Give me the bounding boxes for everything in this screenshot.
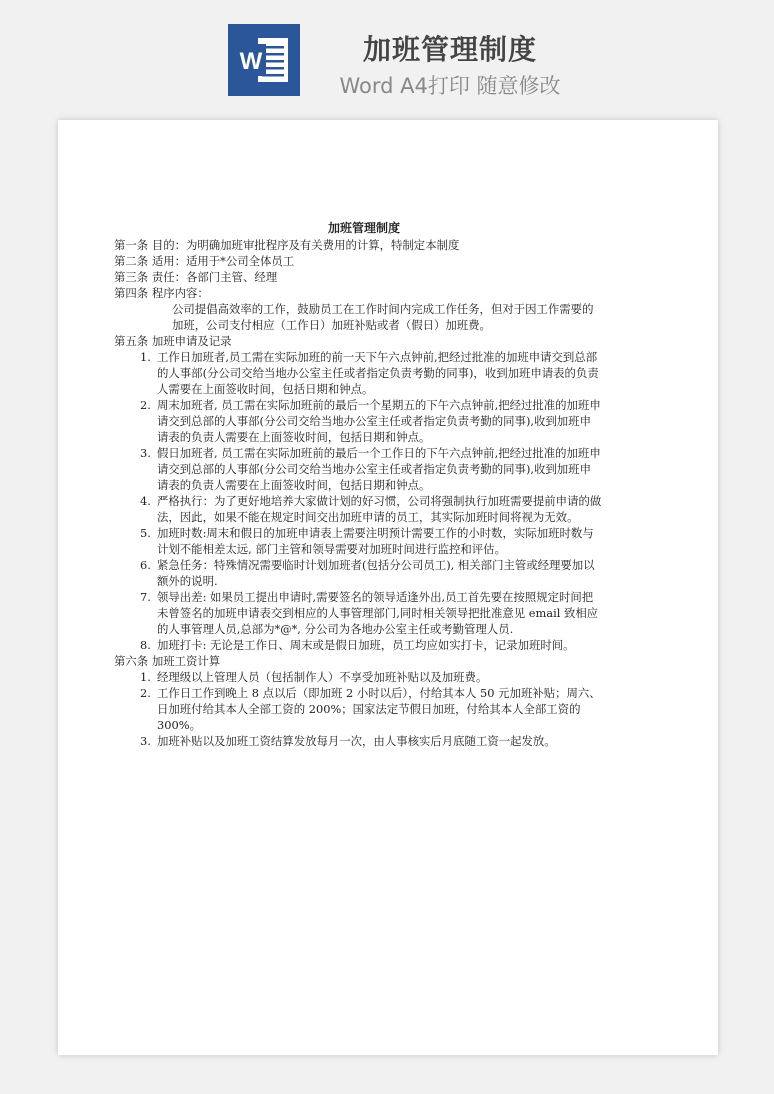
article-4-paragraph: 公司提倡高效率的工作，鼓励员工在工作时间内完成工作任务，但对于因工作需要的加班，公司支付相应（工作日）加班补贴或者（假日）加班费。 [172,302,594,332]
list-number: 6. [140,558,151,572]
list-text: 严格执行：为了更好地培养大家做计划的好习惯，公司将强制执行加班需要提前申请的做法，因此，如果不能在规定时间交出加班申请的员工，其实际加班时间将视为无效。 [157,494,602,524]
article-text: 加班申请及记录 [151,334,232,348]
article-6 [114,653,614,669]
list-item [114,493,602,525]
list-item [114,637,602,653]
article-text: 程序内容： [151,286,209,300]
list-number: 2. [140,398,151,412]
article-label: 第一条 [114,238,149,252]
word-document-icon [228,24,300,96]
list-number: 1. [140,350,151,364]
article-text: 目的：为明确加班审批程序及有关费用的计算，特制定本制度 [151,238,460,252]
list-text: 加班时数:周末和假日的加班申请表上需要注明预计需要工作的小时数，实际加班时数与计划不能相差太远, 部门主管和领导需要对加班时间进行监控和评估。 [157,526,594,556]
article-6-list [114,669,614,749]
list-item [114,557,602,589]
article-label: 第四条 [114,286,149,300]
list-item [114,445,602,493]
list-item [114,397,602,445]
list-item [114,733,602,749]
article-1 [114,237,614,253]
document-body [114,220,614,749]
article-2 [114,253,614,269]
svg-text:W: W [239,48,263,75]
document-title: 加班管理制度 [327,221,400,235]
article-text: 责任：各部门主管、经理 [151,270,278,284]
list-item [114,669,602,685]
list-number: 1. [140,670,151,684]
list-text: 领导出差: 如果员工提出申请时,需要签名的领导适逢外出,员工首先要在按照规定时间把未曾签名的加班申请表交到相应的人事管理部门,同时相关领导把批准意见 email 致相应的人事管理人员,总部为*@*, 分公司为各地办公室主任或考勤管理人员. [157,590,599,636]
list-item [114,349,602,397]
article-5-list [114,349,614,653]
article-5 [114,333,614,349]
list-text: 加班打卡: 无论是工作日、周末或是假日加班，员工均应如实打卡，记录加班时间。 [157,638,575,652]
article-4 [114,285,614,301]
list-text: 工作日工作到晚上 8 点以后（即加班 2 小时以后），付给其本人 50 元加班补贴；周六、日加班付给其本人全部工资的 200%；国家法定节假日加班，付给其本人全部工资的 300%。 [157,686,601,732]
list-number: 3. [140,734,151,748]
list-number: 8. [140,638,151,652]
article-label: 第六条 [114,654,149,668]
article-text: 适用：适用于*公司全体员工 [151,254,295,268]
list-text: 周末加班者, 员工需在实际加班前的最后一个星期五的下午六点钟前,把经过批准的加班申请交到总部的人事部(分公司交给当地办公室主任或者指定负责考勤的同事),收到加班申请表的负责人需要在上面签收时间，包括日期和钟点。 [157,398,601,444]
article-label: 第五条 [114,334,149,348]
article-3 [114,269,614,285]
page-title: 加班管理制度 [362,33,537,66]
list-text: 经理级以上管理人员（包括制作人）不享受加班补贴以及加班费。 [157,670,488,684]
list-item [114,525,602,557]
list-item [114,589,602,637]
list-number: 4. [140,494,151,508]
list-item [114,685,602,733]
article-text: 加班工资计算 [151,654,221,668]
article-label: 第三条 [114,270,149,284]
list-text: 紧急任务：特殊情况需要临时计划加班者(包括分公司员工), 相关部门主管或经理要加以额外的说明. [157,558,595,588]
list-text: 假日加班者, 员工需在实际加班前的最后一个工作日的下午六点钟前,把经过批准的加班申请交到总部的人事部(分公司交给当地办公室主任或者指定负责考勤的同事),收到加班申请表的负责人需要在上面签收时间，包括日期和钟点。 [157,446,601,492]
list-number: 7. [140,590,151,604]
list-number: 5. [140,526,151,540]
preview-header [0,0,774,110]
article-label: 第二条 [114,254,149,268]
page-subtitle: Word A4打印 随意修改 [339,74,561,98]
list-text: 工作日加班者,员工需在实际加班的前一天下午六点钟前,把经过批准的加班申请交到总部的人事部(分公司交给当地办公室主任或者指定负责考勤的同事)，收到加班申请表的负责人需要在上面签收时间，包括日期和钟点。 [157,350,599,396]
list-text: 加班补贴以及加班工资结算发放每月一次，由人事核实后月底随工资一起发放。 [157,734,556,748]
list-number: 3. [140,446,151,460]
list-number: 2. [140,686,151,700]
